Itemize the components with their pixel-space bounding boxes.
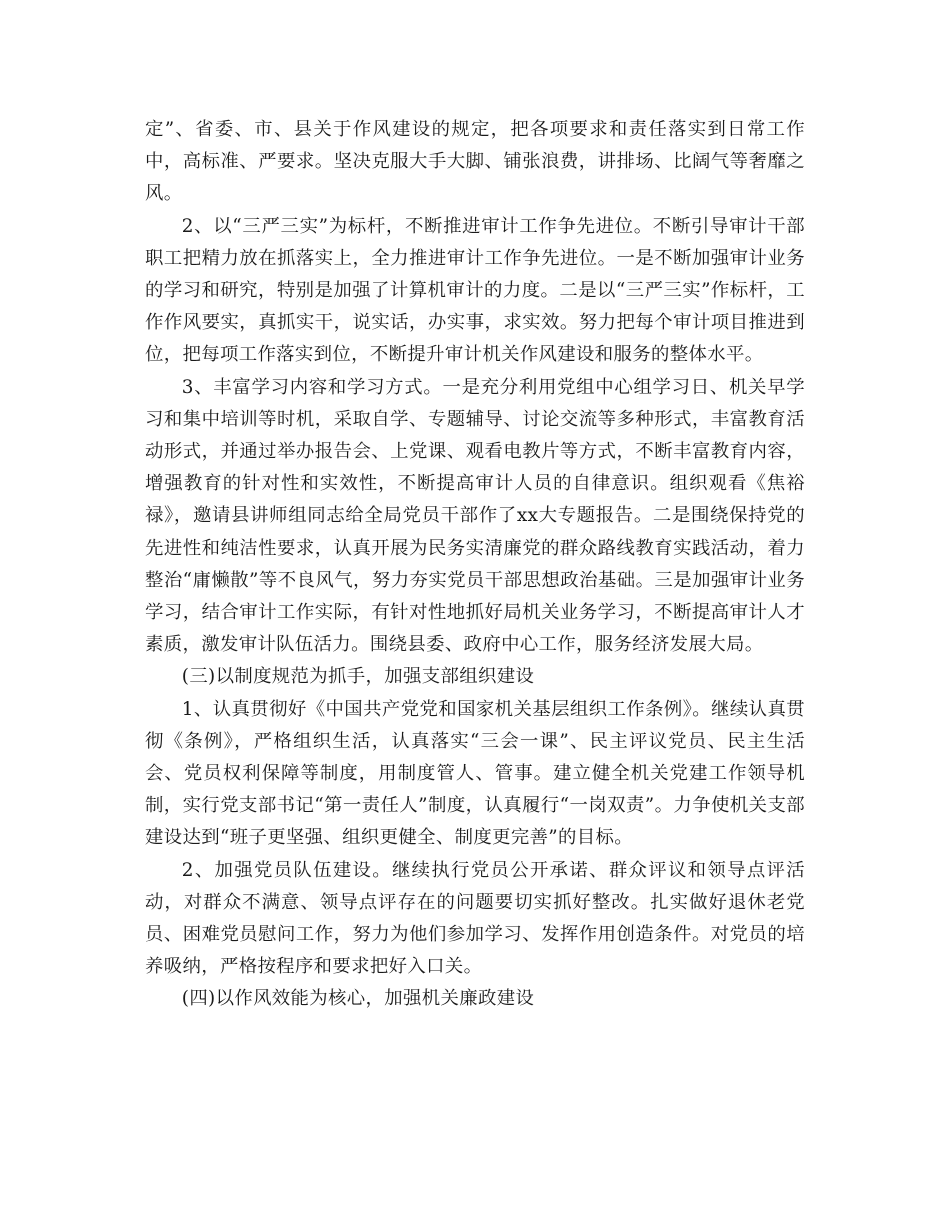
document-body bbox=[145, 114, 805, 1016]
paragraph-item-2-audit-benchmark: 2、以“三严三实”为标杆，不断推进审计工作争先进位。不断引导审计干部职工把精力放在抓落实上，全力推进审计工作争先进位。一是不断加强审计业务的学习和研究，特别是加强了计算机审计的力度。二是以“三严三实”作标杆，工作作风要实，真抓实干，说实话，办实事，求实效。努力把每个审计项目推进到位，把每项工作落实到位，不断提升审计机关作风建设和服务的整体水平。 bbox=[145, 215, 805, 366]
paragraph-item-3-learning-methods: 3、丰富学习内容和学习方式。一是充分利用党组中心组学习日、机关早学习和集中培训等时机，采取自学、专题辅导、讨论交流等多种形式，丰富教育活动形式，并通过举办报告会、上党课、观看电教片等方式，不断丰富教育内容，增强教育的针对性和实效性，不断提高审计人员的自律意识。组织观看《焦裕禄》，邀请县讲师组同志给全局党员干部作了xx大专题报告。二是围绕保持党的先进性和纯洁性要求，认真开展为民务实清廉党的群众路线教育实践活动，着力整治“庸懒散”等不良风气，努力夯实党员干部思想政治基础。三是加强审计业务学习，结合审计工作实际，有针对性地抓好局机关业务学习，不断提高审计人才素质，激发审计队伍活力。围绕县委、政府中心工作，服务经济发展大局。 bbox=[145, 376, 805, 656]
paragraph-continuation: 定”、省委、市、县关于作风建设的规定，把各项要求和责任落实到日常工作中，高标准、严要求。坚决克服大手大脚、铺张浪费，讲排场、比阔气等奢靡之风。 bbox=[145, 119, 805, 205]
section-heading-4: (四)以作风效能为核心，加强机关廉政建设 bbox=[181, 988, 535, 1010]
paragraph-item-2-party-members: 2、加强党员队伍建设。继续执行党员公开承诺、群众评议和领导点评活动，对群众不满意、领导点评存在的问题要切实抓好整改。扎实做好退休老党员、困难党员慰问工作，努力为他们参加学习、发挥作用创造条件。对党员的培养吸纳，严格按程序和要求把好入口关。 bbox=[145, 859, 805, 978]
paragraph-item-1-regulations: 1、认真贯彻好《中国共产党党和国家机关基层组织工作条例》。继续认真贯彻《条例》，严格组织生活，认真落实“三会一课”、民主评议党员、民主生活会、党员权利保障等制度，用制度管人、管事。建立健全机关党建工作领导机制，实行党支部书记“第一责任人”制度，认真履行“一岗双责”。力争使机关支部建设达到“班子更坚强、组织更健全、制度更完善”的目标。 bbox=[145, 698, 805, 849]
section-heading-3: (三)以制度规范为抓手，加强支部组织建设 bbox=[181, 666, 535, 688]
